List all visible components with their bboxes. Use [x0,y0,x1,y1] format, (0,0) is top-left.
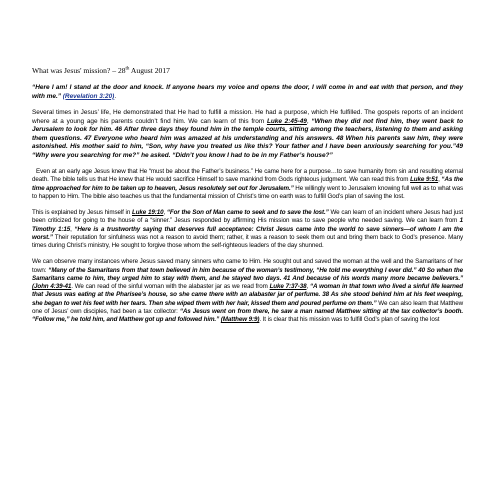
paragraph-2 [32,109,463,160]
quote: “When they did not find him, they went back to Jerusalem to look for him. 46 After three days they found him in the temple courts, sitting among the teachers, listening to them and asking them questions. 47 Everyone who heard him was amazed at his understanding and his answers. 48 When his parents saw him, they were astonished. His mother said to him, “Son, why have you treated us like this? Your father and I have been anxiously searching for you.”49 “Why were you searching for me?” he asked. “Didn’t you know I had to be in my Father’s house?” [32,117,463,159]
scripture-ref: Luke 7:37-38 [269,283,307,291]
scripture-ref: Luke 19:10 [132,209,164,217]
paragraph-3 [32,168,463,201]
text: Several times in Jesus’ life, He demonstrated that He had to fulfill a mission. He had a purpose, which He fulfilled. The gospels reports of an incident where at a young age his parents couldn’t find him. We can learn of this from [32,109,463,125]
paragraph-5 [32,258,463,324]
scripture-ref: (Matthew 9:9) [220,316,260,324]
text: Even at an early age Jesus knew that He “must be about the Father’s business.” He came here for a purpose…to save humanity from sin and resulting eternal death. The bible tells us that He knew that He would sacrifice Himself to save mankind from Gods righteous judgment. We can read this from [32,168,463,184]
text: He willingly went to Jerusalem knowing full well as to what was to happen to Him. The bible also teaches us that the fundamental mission of Christ’s time on earth was to fulfill God’s plan of saving the lost. [32,184,463,200]
scripture-ref: Luke 2:45-49 [266,117,307,125]
quote: “Here I am! I stand at the door and knock. If anyone hears my voice and opens the door, I will come in and eat with that person, and they with me.” [32,84,463,100]
text: We can learn of an incident where Jesus had just been criticized for going to the house of a “sinner.” Jesus responded by affirming His mission was to save people who needed saving. We can learn from [32,209,463,225]
quote: “Here is a trustworthy saying that deserves full acceptance: Christ Jesus came into the world to save sinners—of whom I am the worst.” [32,225,463,241]
text: We can observe many instances where Jesus saved many sinners who came to Him. He sought out and saved the woman at the well and the Samaritans of her town: [32,258,463,274]
text: , [306,117,312,125]
document-title [32,66,463,75]
scripture-ref: Luke 9:51 [410,176,439,184]
paragraph-4 [32,209,463,250]
text: We can also learn that Matthew one of Jesus’ own disciples, had been a tax collector: [32,299,463,315]
quote: “For the Son of Man came to seek and to save the lost.” [166,209,329,217]
text: , [306,283,310,291]
quote: “As Jesus went on from there, he saw a man named Matthew sitting at the tax collector’s booth. “Follow me,” he told him, and Matthew got up and followed him.” [32,307,463,324]
text: . It is clear that his mission was to fulfill God’s plan of saving the lost [259,316,440,324]
text: , [438,176,442,184]
text: . We can read of the sinful woman with the alabaster jar as we read from [71,283,270,291]
title-suffix: August 2017 [129,66,170,75]
quote: “Many of the Samaritans from that town believed in him because of the woman’s testimony, “He told me everything I ever did.” 40 So when the Samaritans came to him, they urged him to stay with them, and he stayed two days. 41 And because of his words many more became believers.” [32,266,463,282]
text: This is explained by Jesus himself in [32,209,132,217]
scripture-ref: 1 Timothy 1:15 [32,217,463,233]
text: , [70,225,75,233]
text: , [163,209,167,217]
paragraph-1 [32,84,463,101]
quote: “A woman in that town who lived a sinful life learned that Jesus was eating at the Pharisee’s house, so she came there with an alabaster jar of perfume. 38 As she stood behind him at his feet weeping, she began to wet his feet with her tears. Then she wiped them with her hair, kissed them and poured perfume on them.” [32,283,463,307]
scripture-ref: (John 4:39-41 [32,283,72,291]
quote: “As the time approached for him to be taken up to heaven, Jesus resolutely set out for Jerusalem.” [32,176,464,192]
text: Their reputation for sinfulness was not a reason to avoid them; rather, it was a reason to seek them out and bring them back to God’s presence. Many times during Christ’s ministry, He sought to forgive those whom the self-righteous leaders of the day shunned. [32,233,463,250]
text: . [114,92,117,100]
title-prefix: What was Jesus' mission? – 28 [32,66,126,75]
scripture-link[interactable]: (Revelation 3:20) [62,92,115,100]
title-sup: th [125,66,130,72]
